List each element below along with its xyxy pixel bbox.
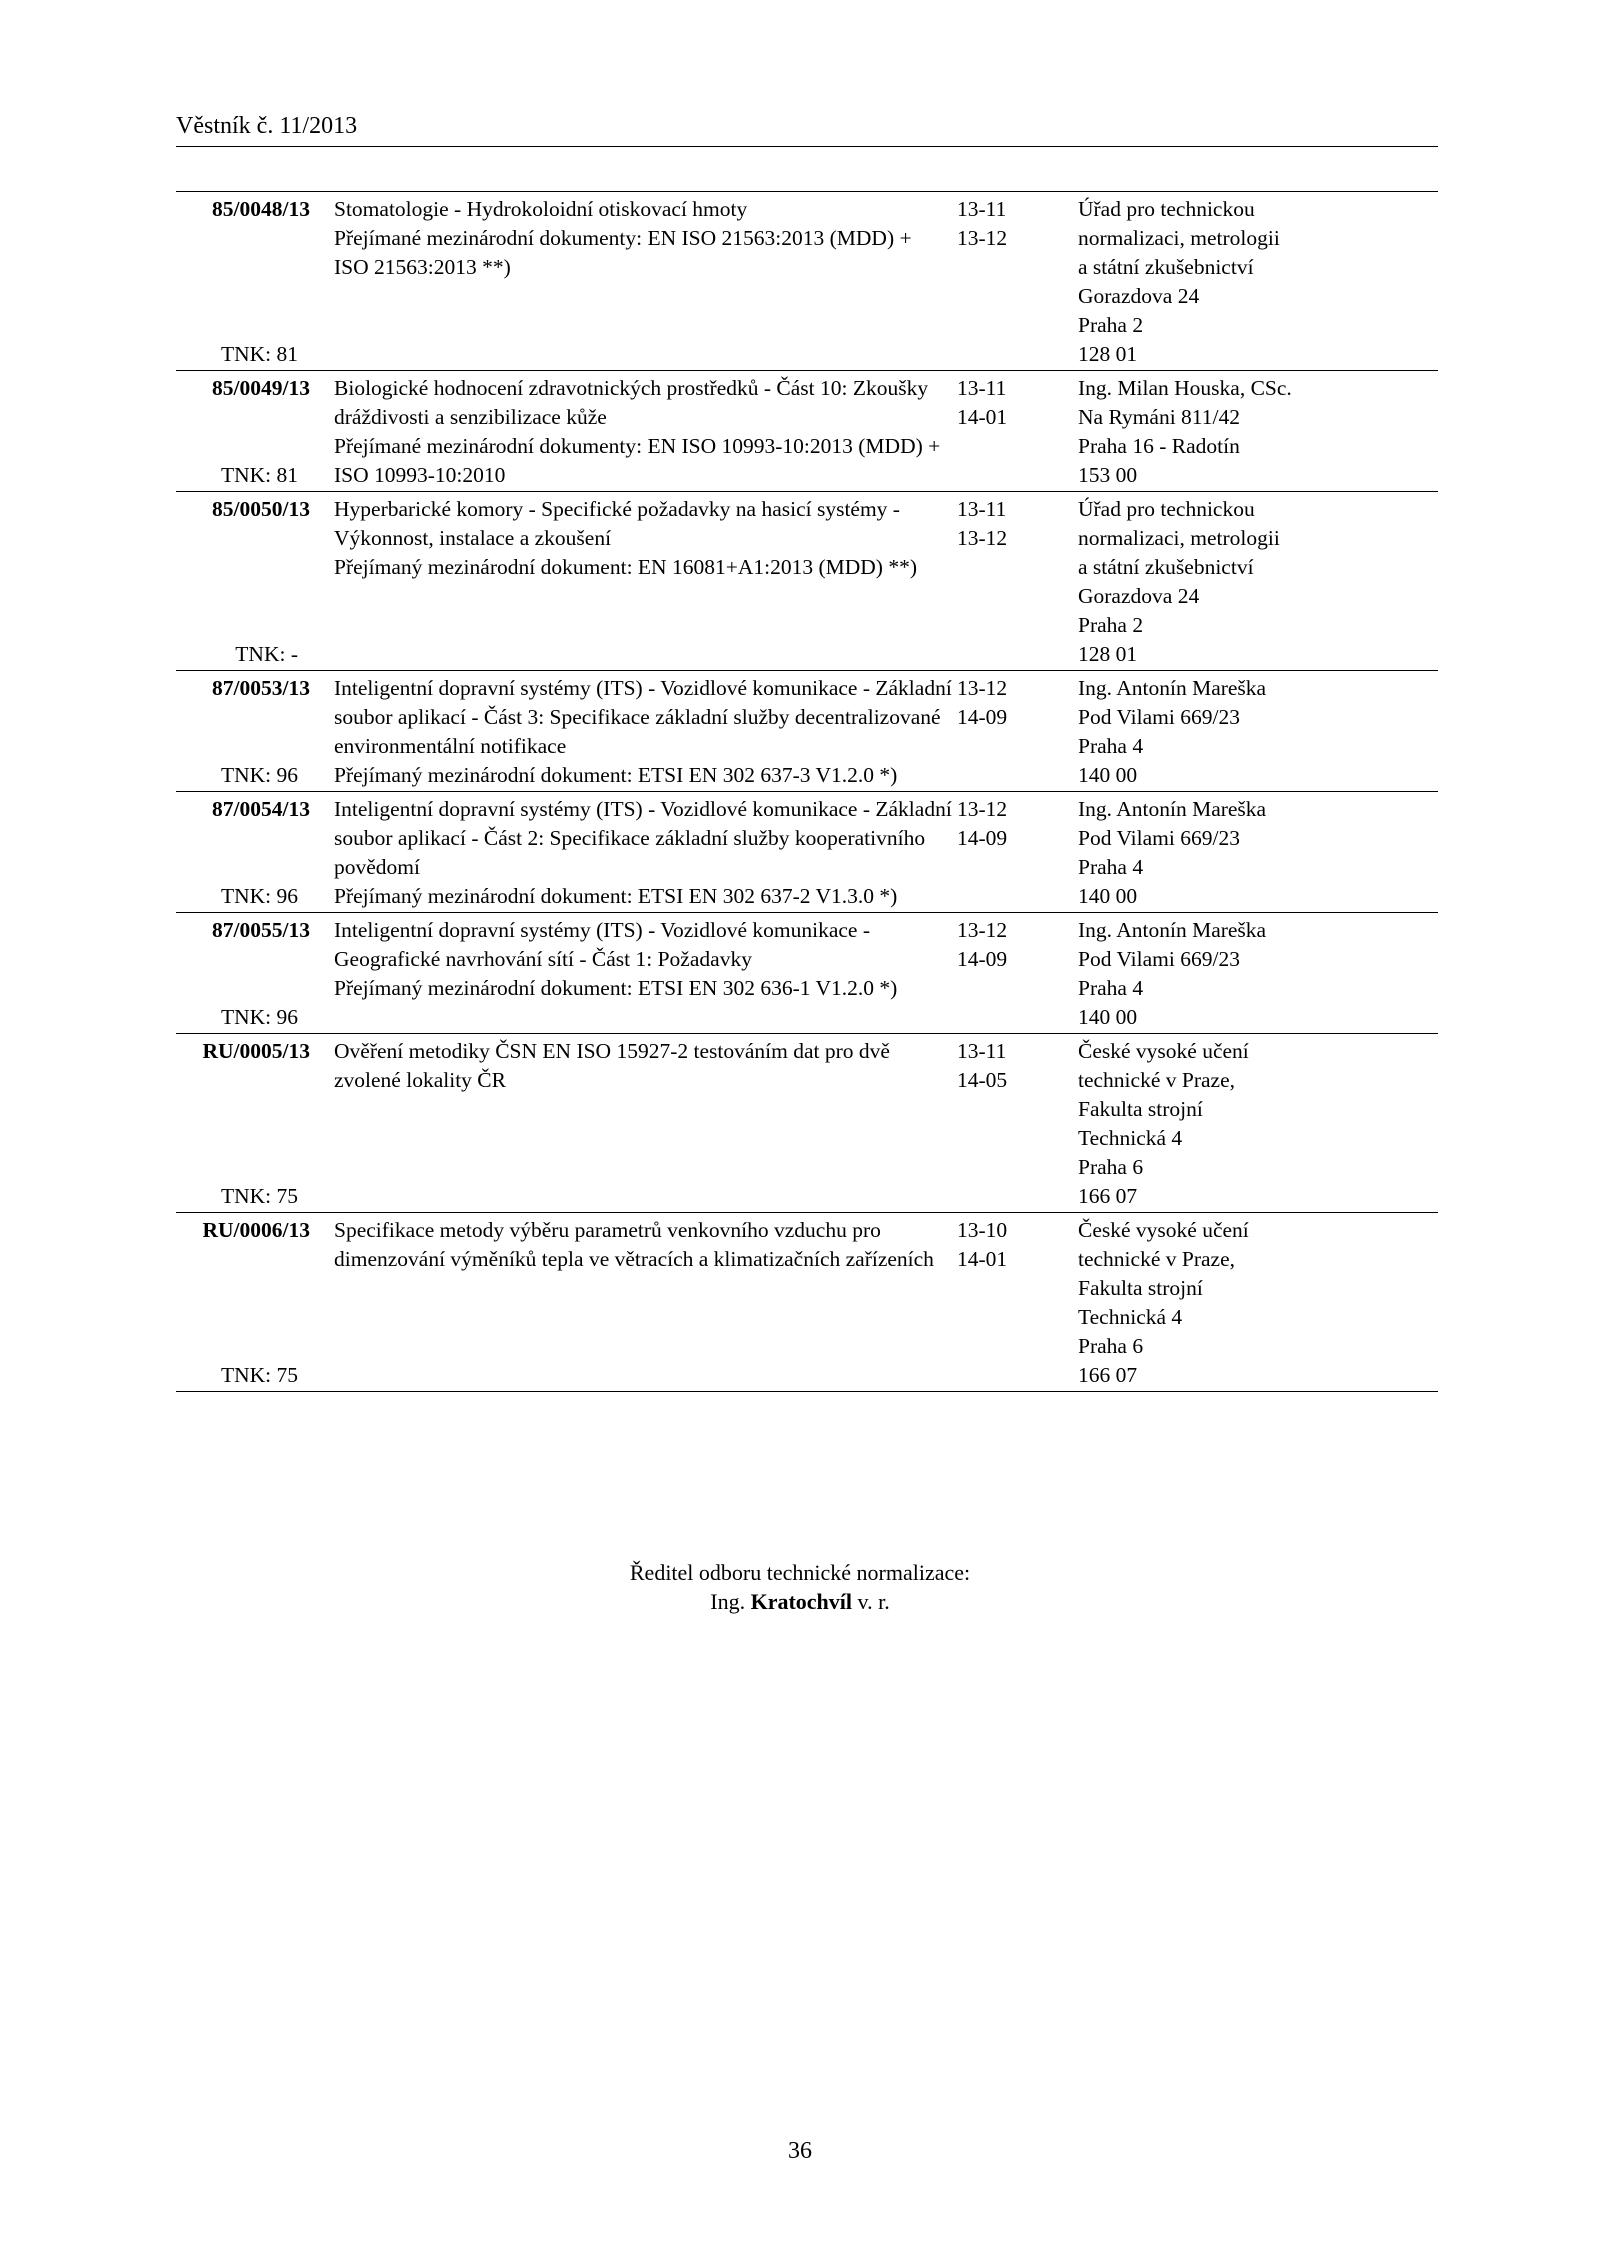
entry-address-line: Pod Vilami 669/23 [1078, 947, 1240, 971]
entry-tnk: TNK: - [235, 642, 298, 666]
entry-address-line: normalizaci, metrologii [1078, 526, 1280, 550]
entry-address-line: České vysoké učení [1078, 1218, 1249, 1242]
table-row [176, 192, 1438, 371]
entry-id-cell [176, 195, 310, 369]
entry-address-line: Pod Vilami 669/23 [1078, 826, 1240, 850]
entry-title-line: Stomatologie - Hydrokoloidní otiskovací hmoty [334, 197, 748, 221]
entry-date: 13-12 [957, 526, 1008, 550]
table-row [176, 1213, 1438, 1392]
entry-address-line: 128 01 [1078, 342, 1138, 366]
entry-address-line: a státní zkušebnictví [1078, 255, 1254, 279]
entry-date: 14-01 [957, 1247, 1008, 1271]
signature-block [0, 1558, 1600, 1616]
entry-address-line: 140 00 [1078, 1005, 1138, 1029]
entry-title-line: ISO 21563:2013 **) [334, 255, 511, 279]
entry-date: 14-09 [957, 705, 1008, 729]
entry-tnk: TNK: 75 [220, 1184, 298, 1208]
entry-date: 13-12 [957, 676, 1008, 700]
entry-dates-cell [957, 674, 1067, 790]
entry-number: 87/0053/13 [212, 676, 310, 700]
entry-date: 13-11 [957, 1039, 1007, 1063]
entry-dates-cell [957, 495, 1067, 669]
entry-address-line: Ing. Milan Houska, CSc. [1078, 376, 1292, 400]
entry-title-line: soubor aplikací - Část 2: Specifikace základní služby kooperativního [334, 826, 926, 850]
entry-dates-cell [957, 795, 1067, 911]
entry-address-line: Na Rymáni 811/42 [1078, 405, 1240, 429]
entry-number: 85/0048/13 [212, 197, 310, 221]
entry-date: 13-10 [957, 1218, 1008, 1242]
entry-id-cell [176, 674, 310, 790]
entry-date: 14-09 [957, 947, 1008, 971]
entry-title-line: Specifikace metody výběru parametrů venkovního vzduchu pro [334, 1218, 881, 1242]
entry-title-cell [334, 1037, 937, 1211]
entry-id-cell [176, 1037, 310, 1211]
entry-address-line: Fakulta strojní [1078, 1276, 1203, 1300]
entry-address-line: Fakulta strojní [1078, 1097, 1203, 1121]
entry-date: 13-12 [957, 226, 1008, 250]
entries-table [176, 191, 1438, 1392]
entry-address-cell [1078, 1037, 1438, 1211]
entry-date: 13-11 [957, 197, 1007, 221]
entry-address-cell [1078, 795, 1438, 911]
entry-title-line: Přejímaný mezinárodní dokument: EN 16081+A1:2013 (MDD) **) [334, 555, 917, 579]
entry-title-line: dimenzování výměníků tepla ve větracích a klimatizačních zařízeních [334, 1247, 934, 1271]
entry-number: 85/0049/13 [212, 376, 310, 400]
entry-address-line: 140 00 [1078, 763, 1138, 787]
entry-id-cell [176, 374, 310, 490]
entry-address-line: Praha 4 [1078, 734, 1144, 758]
entry-title-line: zvolené lokality ČR [334, 1068, 506, 1092]
entry-address-line: technické v Praze, [1078, 1068, 1235, 1092]
entry-address-line: Ing. Antonín Mareška [1078, 676, 1267, 700]
entry-address-line: technické v Praze, [1078, 1247, 1235, 1271]
entry-tnk: TNK: 96 [220, 1005, 298, 1029]
entry-address-line: Gorazdova 24 [1078, 584, 1200, 608]
entry-id-cell [176, 1216, 310, 1390]
entry-address-line: 166 07 [1078, 1184, 1138, 1208]
entry-title-line: soubor aplikací - Část 3: Specifikace základní služby decentralizované [334, 705, 941, 729]
page-header [176, 112, 1438, 147]
entry-address-line: Praha 6 [1078, 1334, 1144, 1358]
entry-title-line: Inteligentní dopravní systémy (ITS) - Vozidlové komunikace - Základní [334, 797, 952, 821]
table-row [176, 671, 1438, 792]
entry-title-line: povědomí [334, 855, 420, 879]
entry-address-cell [1078, 374, 1438, 490]
entry-title-line: dráždivosti a senzibilizace kůže [334, 405, 607, 429]
entry-address-line: Technická 4 [1078, 1305, 1183, 1329]
entry-title-cell [334, 374, 941, 490]
entry-address-line: Praha 4 [1078, 976, 1144, 1000]
entry-address-line: normalizaci, metrologii [1078, 226, 1280, 250]
signature-prefix: Ing. [710, 1589, 746, 1614]
entry-address-cell [1078, 916, 1438, 1032]
entry-dates-cell [957, 195, 1067, 369]
entry-date: 13-12 [957, 797, 1008, 821]
entry-title-line: Přejímaný mezinárodní dokument: ETSI EN 302 637-2 V1.3.0 *) [334, 884, 898, 908]
entry-number: 85/0050/13 [212, 497, 310, 521]
entry-address-line: Praha 16 - Radotín [1078, 434, 1240, 458]
table-row [176, 371, 1438, 492]
entry-tnk: TNK: 81 [220, 342, 298, 366]
entry-address-line: Ing. Antonín Mareška [1078, 918, 1267, 942]
entry-title-line: Inteligentní dopravní systémy (ITS) - Vozidlové komunikace - [334, 918, 870, 942]
signature-name-line [0, 1587, 1600, 1616]
entry-address-line: 153 00 [1078, 463, 1138, 487]
entry-date: 13-11 [957, 376, 1007, 400]
entry-date: 13-11 [957, 497, 1007, 521]
table-row [176, 913, 1438, 1034]
entry-number: 87/0054/13 [212, 797, 310, 821]
entry-number: RU/0006/13 [202, 1218, 310, 1242]
signature-name: Kratochvíl [750, 1589, 853, 1614]
entry-address-line: a státní zkušebnictví [1078, 555, 1254, 579]
entry-date: 14-01 [957, 405, 1008, 429]
entry-title-line: Výkonnost, instalace a zkoušení [334, 526, 612, 550]
entry-address-line: Praha 4 [1078, 855, 1144, 879]
entry-address-line: Gorazdova 24 [1078, 284, 1200, 308]
entry-id-cell [176, 916, 310, 1032]
entry-title-line: Hyperbarické komory - Specifické požadavky na hasicí systémy - [334, 497, 900, 521]
entry-address-cell [1078, 674, 1438, 790]
entry-title-line: Ověření metodiky ČSN EN ISO 15927-2 testováním dat pro dvě [334, 1039, 890, 1063]
entry-date: 14-09 [957, 826, 1008, 850]
table-row [176, 492, 1438, 671]
entry-tnk: TNK: 81 [220, 463, 298, 487]
entry-dates-cell [957, 374, 1067, 490]
entry-address-line: Ing. Antonín Mareška [1078, 797, 1267, 821]
entry-address-line: Pod Vilami 669/23 [1078, 705, 1240, 729]
entry-address-cell [1078, 195, 1438, 369]
entry-title-line: environmentální notifikace [334, 734, 567, 758]
entry-title-line: Biologické hodnocení zdravotnických prostředků - Část 10: Zkoušky [334, 376, 929, 400]
entry-address-line: 128 01 [1078, 642, 1138, 666]
entry-dates-cell [957, 916, 1067, 1032]
entry-title-cell [334, 1216, 937, 1390]
entry-id-cell [176, 795, 310, 911]
entry-address-line: Praha 2 [1078, 313, 1144, 337]
entry-address-line: 140 00 [1078, 884, 1138, 908]
entry-title-line: Přejímaný mezinárodní dokument: ETSI EN 302 636-1 V1.2.0 *) [334, 976, 898, 1000]
page-number: 36 [788, 2138, 812, 2164]
entry-dates-cell [957, 1037, 1067, 1211]
entry-address-cell [1078, 495, 1438, 669]
entry-title-cell [334, 195, 937, 369]
entry-title-line: Inteligentní dopravní systémy (ITS) - Vozidlové komunikace - Základní [334, 676, 952, 700]
entry-title-cell [334, 495, 937, 669]
entry-tnk: TNK: 75 [220, 1363, 298, 1387]
entry-address-line: Úřad pro technickou [1078, 197, 1255, 221]
entry-title-cell [334, 674, 952, 790]
entry-tnk: TNK: 96 [220, 884, 298, 908]
entry-title-cell [334, 916, 937, 1032]
entry-title-line: Přejímaný mezinárodní dokument: ETSI EN 302 637-3 V1.2.0 *) [334, 763, 898, 787]
entry-id-cell [176, 495, 310, 669]
entry-address-line: České vysoké učení [1078, 1039, 1249, 1063]
entry-number: 87/0055/13 [212, 918, 310, 942]
entry-title-cell [334, 795, 952, 911]
entry-title-line: Geografické navrhování sítí - Část 1: Požadavky [334, 947, 752, 971]
entry-address-cell [1078, 1216, 1438, 1390]
entry-number: RU/0005/13 [202, 1039, 310, 1063]
signature-suffix: v. r. [857, 1589, 890, 1614]
entry-address-line: 166 07 [1078, 1363, 1138, 1387]
entry-date: 14-05 [957, 1068, 1008, 1092]
entry-address-line: Úřad pro technickou [1078, 497, 1255, 521]
entry-title-line: Přejímané mezinárodní dokumenty: EN ISO 21563:2013 (MDD) + [334, 226, 912, 250]
entry-tnk: TNK: 96 [220, 763, 298, 787]
entry-title-line: Přejímané mezinárodní dokumenty: EN ISO 10993-10:2013 (MDD) + [334, 434, 941, 458]
entry-address-line: Praha 2 [1078, 613, 1144, 637]
signature-role: Ředitel odboru technické normalizace: [629, 1560, 971, 1585]
journal-title: Věstník č. 11/2013 [176, 113, 358, 139]
entry-dates-cell [957, 1216, 1067, 1390]
entry-address-line: Praha 6 [1078, 1155, 1144, 1179]
entry-address-line: Technická 4 [1078, 1126, 1183, 1150]
entry-title-line: ISO 10993-10:2010 [334, 463, 506, 487]
entry-date: 13-12 [957, 918, 1008, 942]
table-row [176, 1034, 1438, 1213]
table-row [176, 792, 1438, 913]
